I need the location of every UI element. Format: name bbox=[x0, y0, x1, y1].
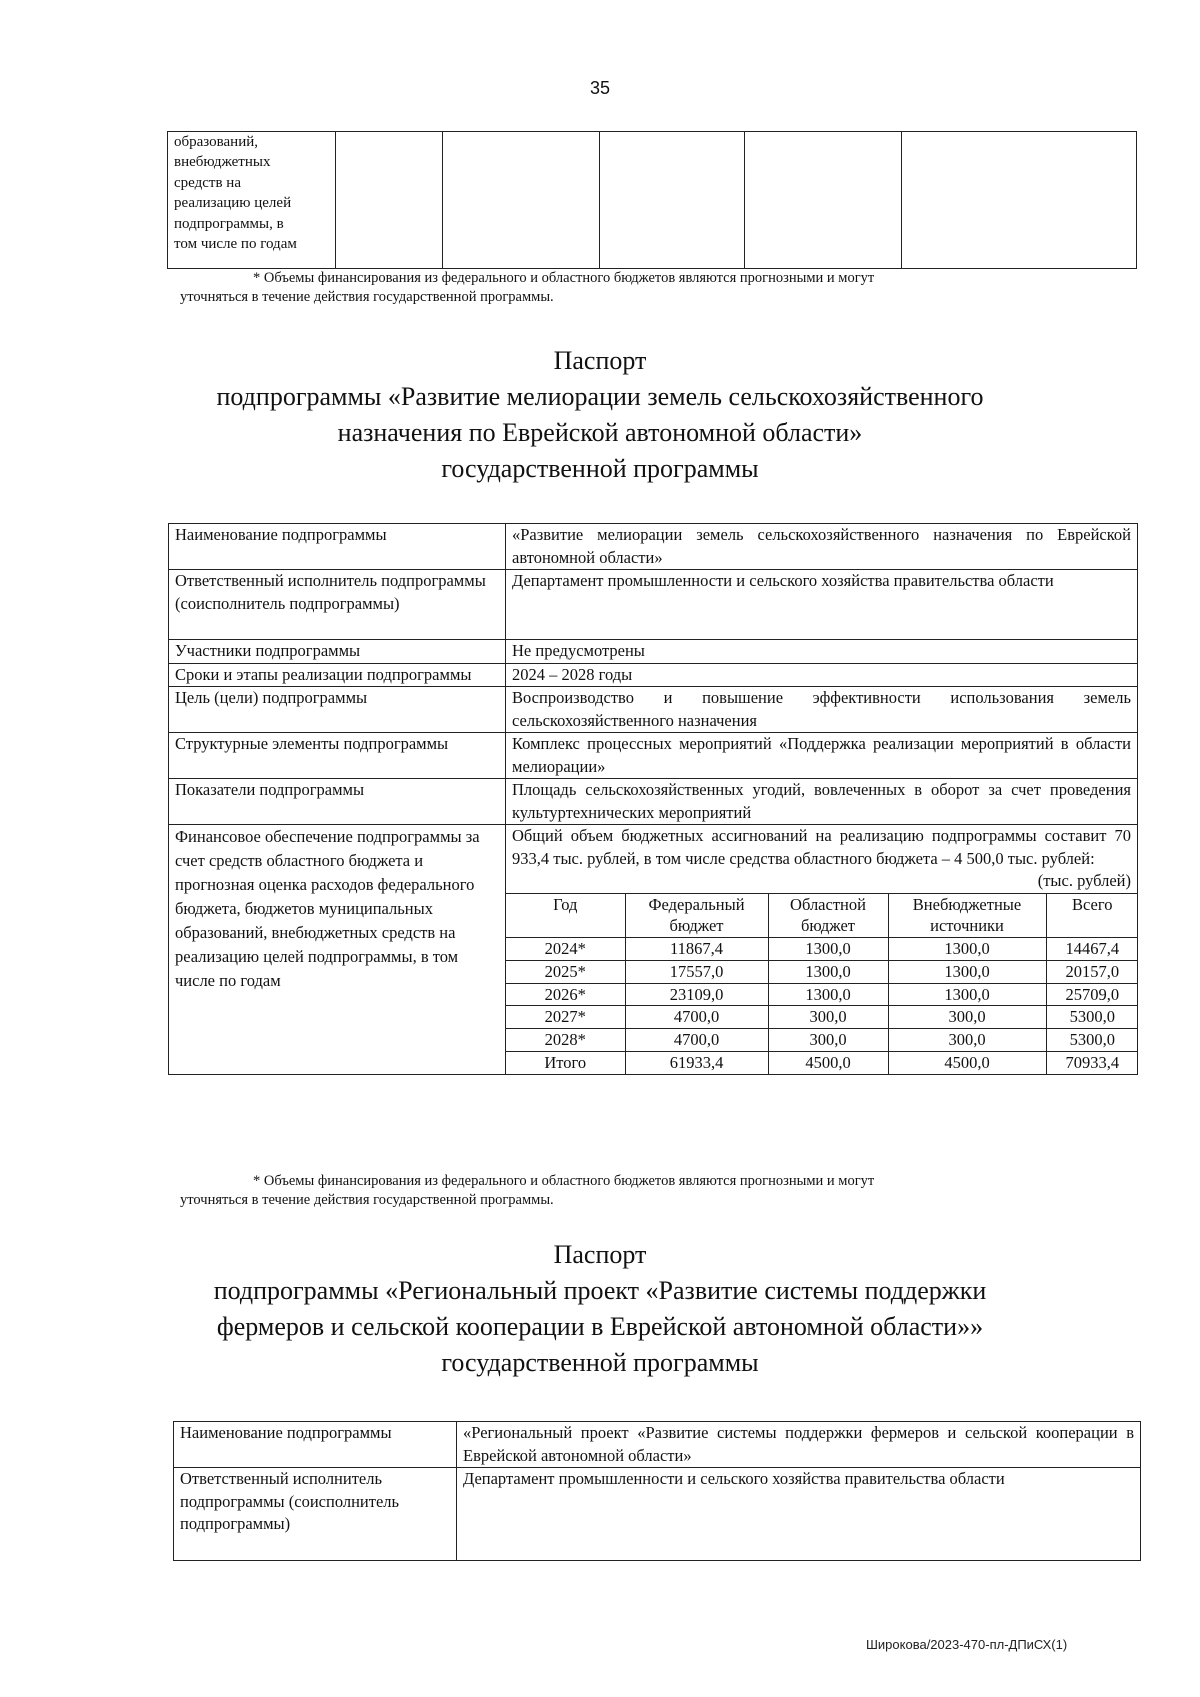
document-code: Широкова/2023-470-пл-ДПиСХ(1) bbox=[866, 1637, 1068, 1652]
row-value: Площадь сельскохозяйственных угодий, вовлеченных в оборот за счет проведения культуртехнических мероприятий bbox=[506, 779, 1138, 825]
row-value: Департамент промышленности и сельского хозяйства правительства области bbox=[457, 1468, 1141, 1561]
row-value: Комплекс процессных мероприятий «Поддержка реализации мероприятий в области мелиорации» bbox=[506, 733, 1138, 779]
table-row: 2028* 4700,0 300,0 300,0 5300,0 bbox=[506, 1029, 1138, 1052]
row-value: Департамент промышленности и сельского хозяйства правительства области bbox=[506, 570, 1138, 640]
table-row: 2026* 23109,0 1300,0 1300,0 25709,0 bbox=[506, 983, 1138, 1006]
table-row: 2025* 17557,0 1300,0 1300,0 20157,0 bbox=[506, 960, 1138, 983]
empty-cell bbox=[600, 132, 745, 269]
row-value: «Региональный проект «Развитие системы поддержки фермеров и сельской кооперации в Еврейской автономной области» bbox=[457, 1422, 1141, 1468]
column-header: Областной бюджет bbox=[768, 893, 888, 938]
table-row bbox=[169, 524, 1138, 570]
empty-cell bbox=[745, 132, 902, 269]
continuation-label-cell: образований, внебюджетных средств на реализацию целей подпрограммы, в том числе по годам bbox=[168, 132, 336, 269]
table-row: 2027* 4700,0 300,0 300,0 5300,0 bbox=[506, 1006, 1138, 1029]
row-label: Ответственный исполнитель подпрограммы (соисполнитель подпрограммы) bbox=[174, 1468, 457, 1561]
continuation-table bbox=[167, 131, 1137, 269]
finance-unit: (тыс. рублей) bbox=[1037, 871, 1131, 890]
table-row bbox=[169, 687, 1138, 733]
table-row: 2024* 11867,4 1300,0 1300,0 14467,4 bbox=[506, 938, 1138, 961]
column-header: Всего bbox=[1046, 893, 1138, 938]
row-label: Показатели подпрограммы bbox=[169, 779, 506, 825]
row-label: Наименование подпрограммы bbox=[174, 1422, 457, 1468]
table-row bbox=[169, 570, 1138, 640]
column-header: Внебюджетные источники bbox=[888, 893, 1046, 938]
footnote: * Объемы финансирования из федерального и областного бюджетов являются прогнозными и могут уточняться в течение действия государственной программы. bbox=[180, 270, 875, 305]
finance-header-row bbox=[506, 893, 1138, 938]
table-row bbox=[169, 825, 1138, 1075]
column-header: Год bbox=[506, 893, 625, 938]
passport-heading: Паспорт подпрограммы «Региональный проект «Развитие системы поддержки фермеров и сельской кооперации в Еврейской автономной области»» государственной программы bbox=[213, 1240, 987, 1377]
page-number: 35 bbox=[589, 78, 611, 98]
total-row: Итого 61933,4 4500,0 4500,0 70933,4 bbox=[506, 1052, 1138, 1074]
row-label: Участники подпрограммы bbox=[169, 640, 506, 664]
footnote: * Объемы финансирования из федерального и областного бюджетов являются прогнозными и могут уточняться в течение действия государственной программы. bbox=[180, 1173, 875, 1208]
passport-table bbox=[173, 1421, 1141, 1561]
passport-heading: Паспорт подпрограммы «Развитие мелиорации земель сельскохозяйственного назначения по Еврейской автономной области» государственной программы bbox=[216, 346, 984, 483]
row-value: Воспроизводство и повышение эффективности использования земель сельскохозяйственного назначения bbox=[506, 687, 1138, 733]
row-label: Цель (цели) подпрограммы bbox=[169, 687, 506, 733]
finance-table bbox=[506, 893, 1138, 1074]
row-label: Ответственный исполнитель подпрограммы (соисполнитель подпрограммы) bbox=[169, 570, 506, 640]
row-value: «Развитие мелиорации земель сельскохозяйственного назначения по Еврейской автономной области» bbox=[506, 524, 1138, 570]
table-row bbox=[169, 779, 1138, 825]
row-label: Структурные элементы подпрограммы bbox=[169, 733, 506, 779]
passport-table bbox=[168, 523, 1138, 1075]
empty-cell bbox=[902, 132, 1137, 269]
table-row bbox=[174, 1468, 1141, 1561]
row-label: Сроки и этапы реализации подпрограммы bbox=[169, 663, 506, 687]
finance-intro: Общий объем бюджетных ассигнований на реализацию подпрограммы составит 70 933,4 тыс. рублей, в том числе средства областного бюджета – 4 500,0 тыс. рублей: bbox=[512, 826, 1131, 868]
table-row bbox=[169, 663, 1138, 687]
finance-cell bbox=[506, 825, 1138, 1075]
table-row bbox=[169, 733, 1138, 779]
finance-label: Финансовое обеспечение подпрограммы за счет средств областного бюджета и прогнозная оценка расходов федерального бюджета, бюджетов муниципальных образований, внебюджетных средств на реализацию целей подпрограммы, в том числе по годам bbox=[169, 825, 506, 1075]
row-label: Наименование подпрограммы bbox=[169, 524, 506, 570]
table-row bbox=[169, 640, 1138, 664]
column-header: Федеральный бюджет bbox=[625, 893, 768, 938]
row-value: Не предусмотрены bbox=[506, 640, 1138, 664]
empty-cell bbox=[443, 132, 600, 269]
row-value: 2024 – 2028 годы bbox=[506, 663, 1138, 687]
empty-cell bbox=[336, 132, 443, 269]
table-row bbox=[174, 1422, 1141, 1468]
